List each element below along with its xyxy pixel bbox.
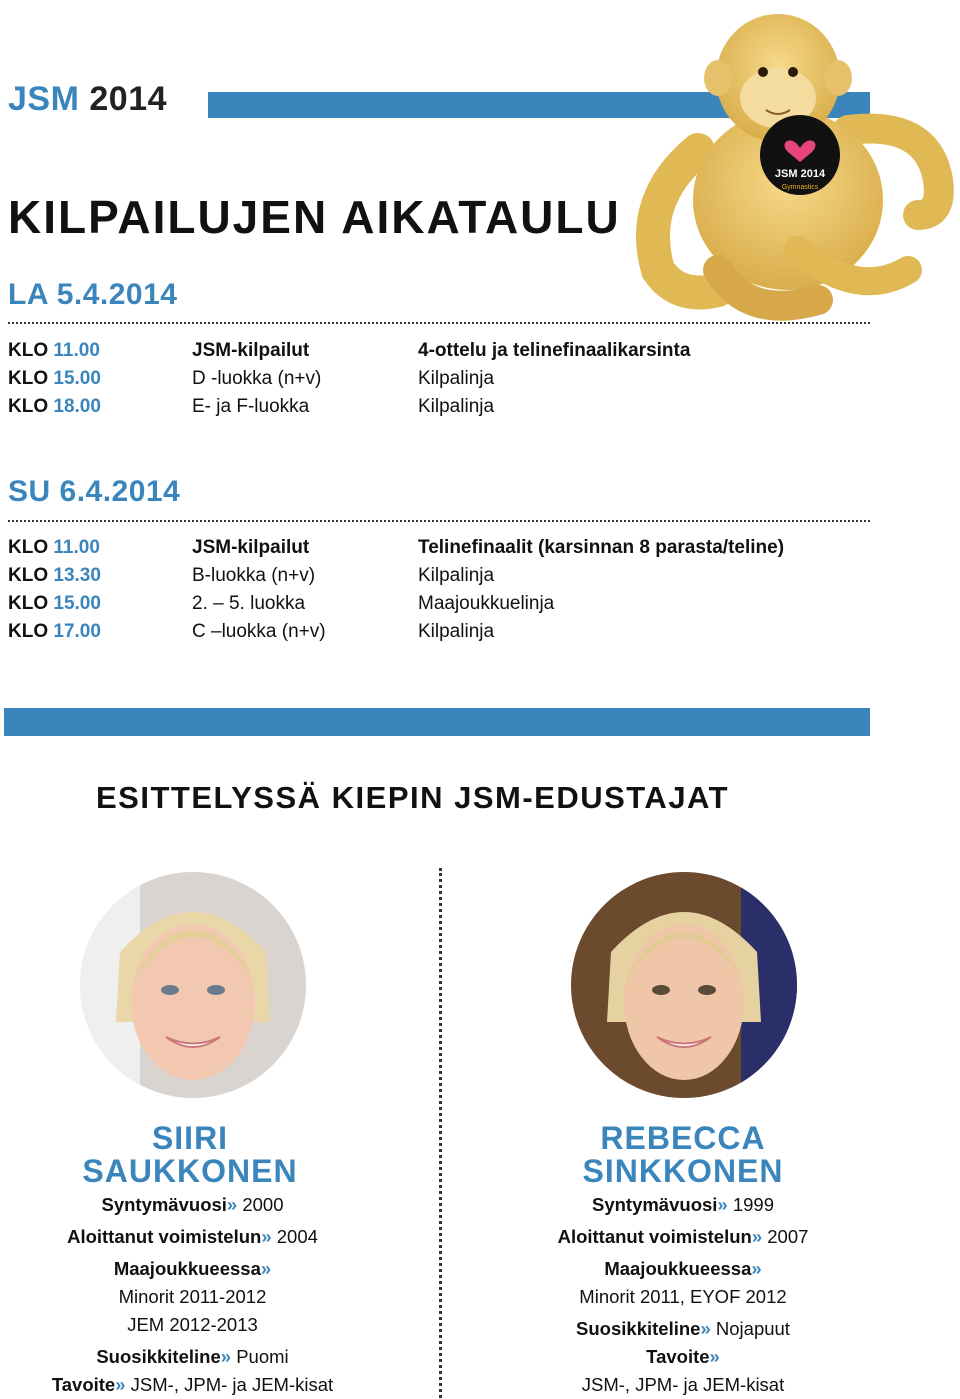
schedule-time	[8, 565, 101, 587]
schedule-event: JSM-kilpailut	[192, 537, 310, 558]
schedule-row	[8, 396, 908, 424]
page-title: KILPAILUJEN AIKATAULU	[8, 191, 621, 243]
schedule-detail: Maajoukkuelinja	[418, 593, 555, 614]
schedule-row	[8, 621, 908, 649]
arrow-icon: »	[751, 1226, 763, 1247]
arrow-icon: »	[226, 1194, 238, 1215]
team-line: Minorit 2011-2012	[118, 1286, 267, 1307]
started-label: Aloittanut voimistelun	[67, 1226, 262, 1247]
athlete-last-name: SINKKONEN	[582, 1153, 784, 1189]
time-value: 15.00	[53, 368, 101, 389]
arrow-icon: »	[261, 1226, 272, 1247]
section-title: ESITTELYSSÄ KIEPIN JSM-EDUSTAJAT	[96, 780, 730, 815]
started-value: 2007	[767, 1226, 809, 1247]
schedule-detail: Kilpalinja	[418, 368, 495, 389]
fav-value: Nojapuut	[715, 1318, 790, 1339]
athlete-last-name: SAUKKONEN	[82, 1153, 298, 1189]
klo-label: KLO	[8, 396, 49, 417]
arrow-icon: »	[220, 1346, 232, 1367]
column-divider	[439, 868, 442, 1398]
arrow-icon: »	[115, 1374, 126, 1395]
time-value: 18.00	[53, 396, 101, 417]
born-value: 1999	[732, 1194, 775, 1215]
athlete-info	[20, 1191, 365, 1399]
athlete-name	[40, 1122, 340, 1188]
goal-value: JSM-, JPM- ja JEM-kisat	[581, 1374, 785, 1395]
klo-label: KLO	[8, 340, 49, 361]
section-bar	[4, 708, 870, 736]
dotted-divider	[8, 520, 870, 522]
time-value: 17.00	[53, 621, 101, 642]
fav-label: Suosikkiteline	[96, 1346, 221, 1367]
athlete-first-name: REBECCA	[600, 1120, 766, 1156]
athlete-first-name: SIIRI	[151, 1120, 229, 1156]
started-value: 2004	[276, 1226, 318, 1247]
schedule-detail: Kilpalinja	[418, 396, 495, 417]
team-label: Maajoukkueessa	[113, 1258, 261, 1279]
schedule-row	[8, 593, 908, 621]
athlete-photo	[80, 872, 306, 1098]
schedule-detail: Kilpalinja	[418, 621, 495, 642]
arrow-icon: »	[751, 1258, 762, 1279]
athlete-info	[510, 1191, 856, 1399]
schedule-event: E- ja F-luokka	[192, 396, 310, 417]
klo-label: KLO	[8, 537, 49, 558]
schedule-event: B-luokka (n+v)	[192, 565, 316, 586]
team-label: Maajoukkueessa	[604, 1258, 752, 1279]
athlete-name	[533, 1122, 833, 1188]
schedule-detail: Telinefinaalit (karsinnan 8 parasta/teline)	[418, 537, 785, 558]
started-label: Aloittanut voimistelun	[557, 1226, 752, 1247]
mascot-monkey-image	[628, 0, 960, 330]
goal-value: JSM-, JPM- ja JEM-kisat	[130, 1374, 334, 1395]
athlete-photo	[571, 872, 797, 1098]
schedule-time	[8, 593, 101, 615]
schedule-row	[8, 340, 908, 368]
header-prefix: JSM	[8, 80, 80, 118]
arrow-icon: »	[260, 1258, 272, 1279]
schedule-time	[8, 537, 100, 559]
mascot-badge-line1: JSM 2014	[774, 168, 826, 180]
header-year: 2014	[89, 80, 168, 118]
klo-label: KLO	[8, 368, 49, 389]
schedule-time	[8, 340, 100, 362]
born-label: Syntymävuosi	[101, 1194, 227, 1215]
team-line: Minorit 2011, EYOF 2012	[579, 1286, 787, 1307]
goal-label: Tavoite	[646, 1346, 710, 1367]
klo-label: KLO	[8, 621, 49, 642]
day-heading-saturday: LA 5.4.2014	[8, 278, 178, 311]
dotted-divider	[8, 322, 870, 324]
arrow-icon: »	[709, 1346, 720, 1367]
schedule-row	[8, 537, 908, 565]
schedule-detail: 4-ottelu ja telinefinaalikarsinta	[418, 340, 691, 361]
day-heading-sunday: SU 6.4.2014	[8, 475, 181, 508]
arrow-icon: »	[700, 1318, 711, 1339]
team-line: JEM 2012-2013	[127, 1314, 258, 1335]
schedule-time	[8, 396, 101, 418]
fav-label: Suosikkiteline	[576, 1318, 701, 1339]
schedule-time	[8, 368, 101, 390]
klo-label: KLO	[8, 565, 49, 586]
born-value: 2000	[242, 1194, 284, 1215]
schedule-event: D -luokka (n+v)	[192, 368, 322, 389]
time-value: 13.30	[53, 565, 101, 586]
born-label: Syntymävuosi	[591, 1194, 718, 1215]
goal-label: Tavoite	[51, 1374, 116, 1395]
time-value: 15.00	[53, 593, 101, 614]
schedule-event: JSM-kilpailut	[192, 340, 310, 361]
schedule-row	[8, 565, 908, 593]
schedule-event: C –luokka (n+v)	[192, 621, 326, 642]
schedule-event: 2. – 5. luokka	[192, 593, 306, 614]
arrow-icon: »	[717, 1194, 728, 1215]
time-value: 11.00	[53, 340, 100, 361]
schedule-row	[8, 368, 908, 396]
schedule-time	[8, 621, 101, 643]
header-title	[8, 80, 167, 119]
schedule-detail: Kilpalinja	[418, 565, 495, 586]
fav-value: Puomi	[236, 1346, 289, 1367]
time-value: 11.00	[53, 537, 100, 558]
mascot-badge-line2: Gymnastics	[781, 184, 819, 191]
klo-label: KLO	[8, 593, 49, 614]
